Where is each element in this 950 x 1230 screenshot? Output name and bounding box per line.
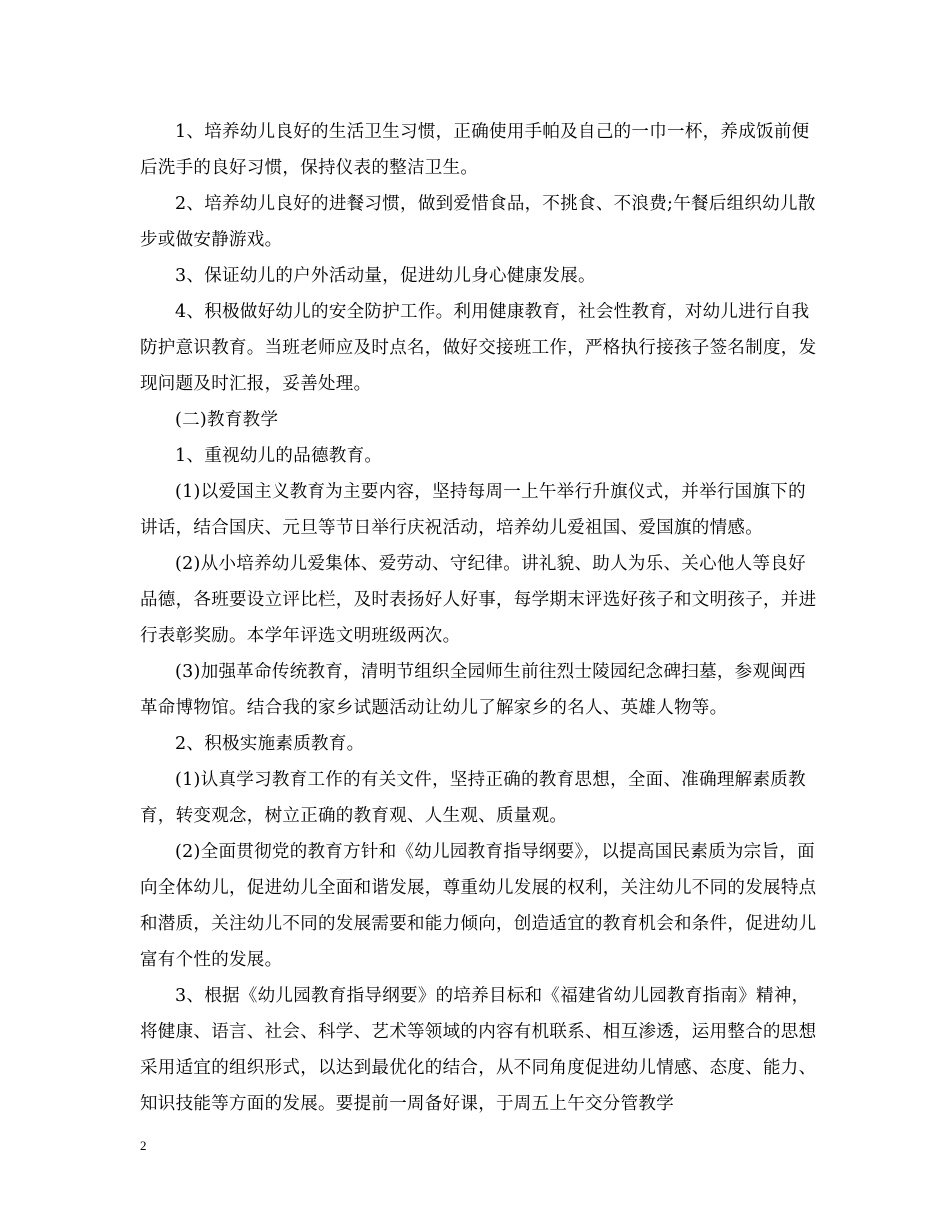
paragraph-quality-education: 2、积极实施素质教育。 — [175, 734, 365, 754]
paragraph-study-documents: (1)认真学习教育工作的有关文件，坚持正确的教育思想，全面、准确理解素质教育，转变观念，树立正确的教育观、人生观、质量观。 — [140, 770, 806, 826]
paragraph-revolutionary-tradition: (3)加强革命传统教育，清明节组织全园师生前往烈士陵园纪念碑扫墓，参观闽西革命博物馆。结合我的家乡试题活动让幼儿了解家乡的名人、英雄人物等。 — [140, 662, 806, 718]
page-number: 2 — [140, 1138, 147, 1153]
paragraph-outdoor-activity: 3、保证幼儿的户外活动量，促进幼儿身心健康发展。 — [175, 266, 596, 286]
paragraph-moral-education: 1、重视幼儿的品德教育。 — [175, 446, 383, 466]
paragraph-safety-protection: 4、积极做好幼儿的安全防护工作。利用健康教育，社会性教育，对幼儿进行自我防护意识教育。当班老师应及时点名，做好交接班工作，严格执行接孩子签名制度，发现问题及时汇报，妥善处理。 — [140, 302, 817, 394]
paragraph-hygiene-habits: 1、培养幼儿良好的生活卫生习惯，正确使用手帕及自己的一巾一杯，养成饭前便后洗手的良好习惯，保持仪表的整洁卫生。 — [140, 122, 810, 178]
paragraph-collective-values: (2)从小培养幼儿爱集体、爱劳动、守纪律。讲礼貌、助人为乐、关心他人等良好品德，各班要设立评比栏，及时表扬好人好事，每学期末评选好孩子和文明孩子，并进行表彰奖励。本学年评选文明班级两次。 — [140, 554, 817, 646]
paragraph-patriotic-education: (1)以爱国主义教育为主要内容，坚持每周一上午举行升旗仪式，并举行国旗下的讲话，结合国庆、元旦等节日举行庆祝活动，培养幼儿爱祖国、爱国旗的情感。 — [140, 482, 806, 538]
paragraph-education-policy: (2)全面贯彻党的教育方针和《幼儿园教育指导纲要》，以提高国民素质为宗旨，面向全体幼儿，促进幼儿全面和谐发展，尊重幼儿发展的权利，关注幼儿不同的发展特点和潜质，关注幼儿不同的发展需要和能力倾向，创造适宜的教育机会和条件，促进幼儿富有个性的发展。 — [140, 842, 817, 970]
section-heading-education-teaching: (二)教育教学 — [175, 410, 279, 430]
paragraph-curriculum-integration: 3、根据《幼儿园教育指导纲要》的培养目标和《福建省幼儿园教育指南》精神，将健康、语言、社会、科学、艺术等领域的内容有机联系、相互渗透，运用整合的思想采用适宜的组织形式，以达到最优化的结合，从不同角度促进幼儿情感、态度、能力、知识技能等方面的发展。要提前一周备好课，于周五上午交分管教学 — [140, 986, 817, 1114]
document-body — [140, 114, 820, 1122]
paragraph-eating-habits: 2、培养幼儿良好的进餐习惯，做到爱惜食品，不挑食、不浪费;午餐后组织幼儿散步或做安静游戏。 — [140, 194, 816, 250]
